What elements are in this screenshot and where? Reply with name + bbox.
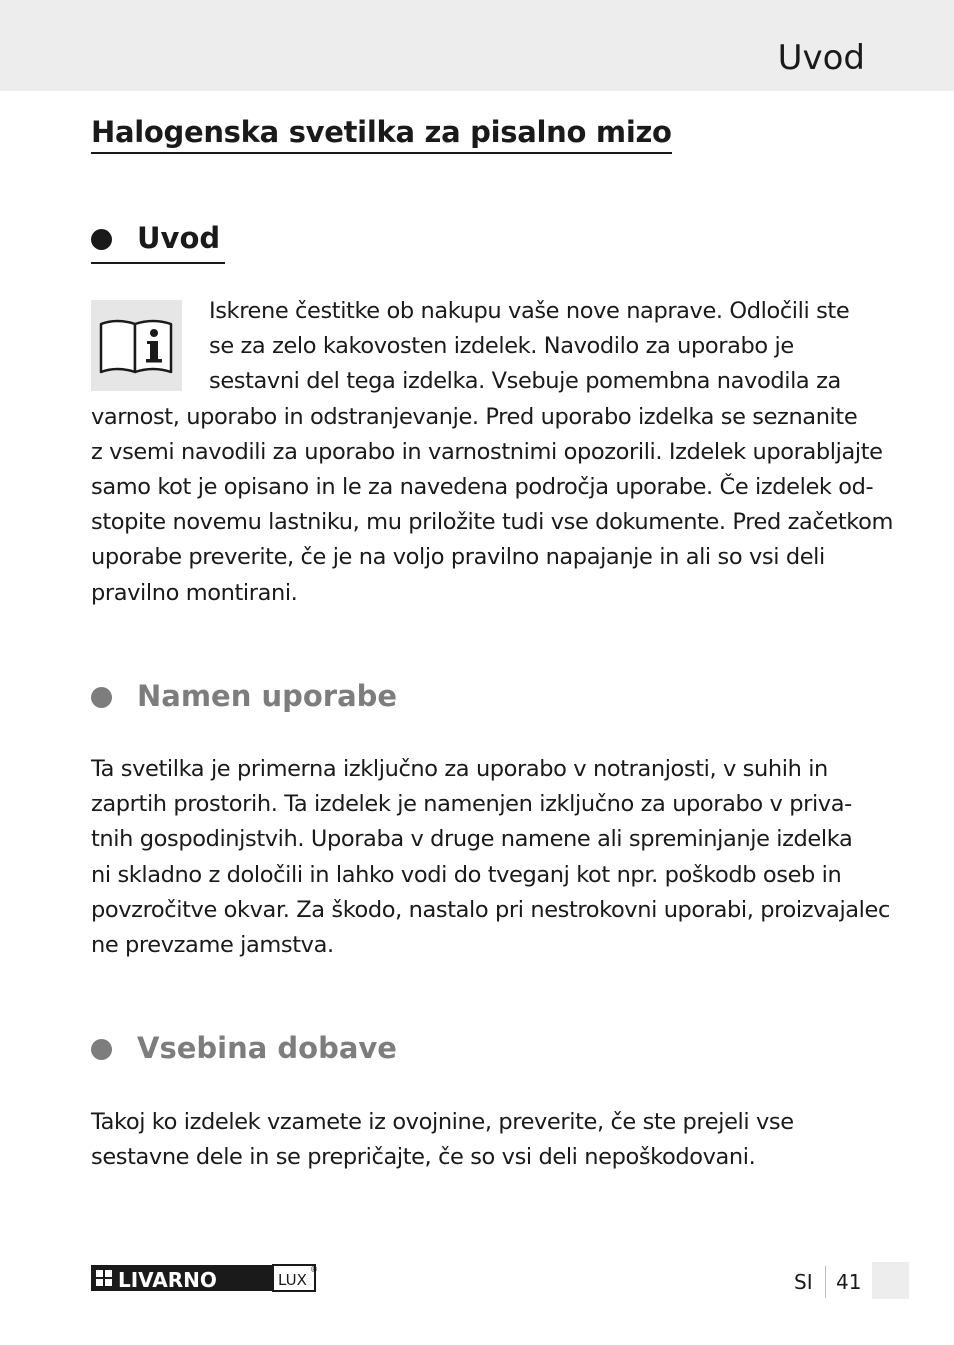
paragraph-line: sestavne dele in se prepričajte, če so vsi deli nepoškodovani. bbox=[91, 1144, 756, 1171]
paragraph-line: zaprtih prostorih. Ta izdelek je namenjen izključno za uporabo v priva- bbox=[91, 791, 852, 818]
brand-suffix-text: LUX bbox=[278, 1271, 307, 1289]
livarno-lux-logo bbox=[91, 1263, 319, 1293]
page-number: 41 bbox=[836, 1270, 862, 1294]
paragraph-line: se za zelo kakovosten izdelek. Navodilo za uporabo je bbox=[209, 333, 794, 360]
paragraph-line: ne prevzame jamstva. bbox=[91, 932, 334, 959]
paragraph-line: ni skladno z določili in lahko vodi do tveganj kot npr. poškodb oseb in bbox=[91, 861, 842, 888]
footer-tab-marker bbox=[872, 1262, 909, 1299]
vsebina-paragraph bbox=[91, 1105, 867, 1175]
bullet-icon bbox=[91, 687, 112, 708]
bullet-icon bbox=[91, 1039, 112, 1060]
paragraph-line: Iskrene čestitke ob nakupu vaše nove naprave. Odločili ste bbox=[209, 298, 850, 324]
section-heading-label: Uvod bbox=[137, 221, 221, 255]
paragraph-line: pravilno montirani. bbox=[91, 579, 298, 606]
paragraph-line: samo kot je opisano in le za navedena področja uporabe. Če izdelek od- bbox=[91, 474, 874, 501]
section-heading-vsebina-dobave bbox=[91, 1030, 491, 1070]
section-heading-label: Vsebina dobave bbox=[137, 1031, 397, 1065]
brand-text: LIVARNO bbox=[118, 1268, 217, 1292]
paragraph-line: z vsemi navodili za uporabo in varnostnimi opozorili. Izdelek uporabljajte bbox=[91, 438, 883, 465]
paragraph-line: povzročitve okvar. Za škodo, nastalo pri nestrokovni uporabi, proizvajalec bbox=[91, 896, 890, 923]
paragraph-line: uporabe preverite, če je na voljo pravilno napajanje in ali so vsi deli bbox=[91, 544, 825, 571]
namen-paragraph bbox=[91, 752, 890, 963]
paragraph-line: stopite novemu lastniku, mu priložite tudi vse dokumente. Pred začetkom bbox=[91, 509, 893, 536]
paragraph-line: varnost, uporabo in odstranjevanje. Pred uporabo izdelka se seznanite bbox=[91, 403, 858, 430]
language-code: SI bbox=[794, 1270, 813, 1294]
bullet-icon bbox=[91, 229, 112, 250]
paragraph-line: Ta svetilka je primerna izključno za uporabo v notranjosti, v suhih in bbox=[91, 756, 828, 782]
paragraph-line: Takoj ko izdelek vzamete iz ovojnine, preverite, če ste prejeli vse bbox=[91, 1109, 794, 1135]
paragraph-line: tnih gospodinjstvih. Uporaba v druge namene ali spreminjanje izdelka bbox=[91, 826, 853, 853]
section-heading-namen-uporabe bbox=[91, 678, 491, 718]
footer-divider bbox=[825, 1266, 826, 1298]
paragraph-line: sestavni del tega izdelka. Vsebuje pomembna navodila za bbox=[209, 368, 841, 395]
section-heading-uvod bbox=[91, 220, 225, 264]
intro-paragraph bbox=[91, 294, 893, 611]
header-title: Uvod bbox=[777, 38, 865, 78]
document-title: Halogenska svetilka za pisalno mizo bbox=[91, 114, 672, 154]
registered-mark: ® bbox=[310, 1265, 318, 1274]
section-heading-label: Namen uporabe bbox=[137, 679, 398, 713]
